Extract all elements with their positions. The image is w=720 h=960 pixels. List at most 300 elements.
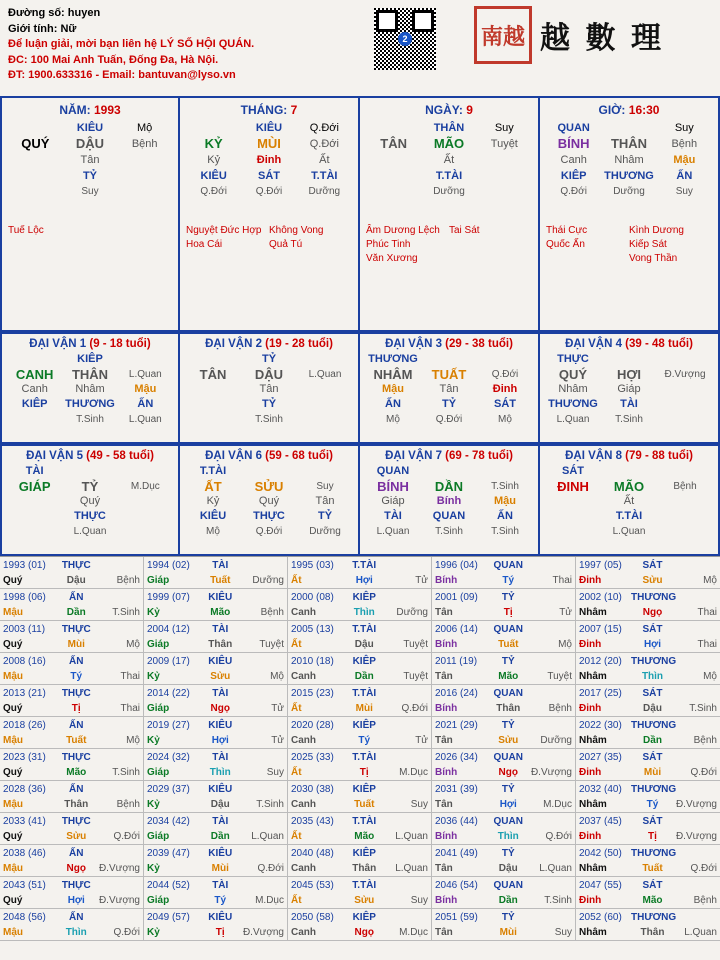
year-cell[interactable] <box>288 653 432 685</box>
year-cell-phase: T.Sinh <box>112 607 140 618</box>
dai-van-1-title <box>2 334 178 350</box>
dai-van-3-hidden-god-1: ẤN <box>385 398 401 410</box>
year-cell-stem: Tân <box>435 735 453 746</box>
year-cell[interactable] <box>576 621 720 653</box>
blank <box>297 352 353 367</box>
pillar-year-row-main <box>8 136 172 152</box>
year-cell-stem: Canh <box>291 607 316 618</box>
year-cell-stem: Giáp <box>147 895 170 906</box>
dai-van-7-stem: BÍNH <box>377 479 409 494</box>
year-cell[interactable] <box>432 685 576 717</box>
year-cell-extra <box>98 750 141 765</box>
year-cell-extra <box>386 814 429 829</box>
dai-van-7-hidden-god-1: TÀI <box>384 510 402 522</box>
year-cell-label: 2017 (25) <box>579 688 622 699</box>
dai-van-2-title <box>180 334 358 350</box>
year-cell[interactable] <box>432 557 576 589</box>
year-cell-ten-god: T.TÀI <box>352 752 377 763</box>
dai-van-6-phase: Suy <box>316 481 334 492</box>
year-cell-branch: Dần <box>354 671 374 682</box>
blank <box>366 152 421 168</box>
year-cell-label: 2006 (14) <box>435 624 478 635</box>
blank <box>421 352 477 367</box>
pillar-day-phase-top: Suy <box>494 122 514 134</box>
dai-van-1-body <box>2 350 178 427</box>
pillar-hour-row-main <box>546 136 712 152</box>
year-cell[interactable] <box>288 557 432 589</box>
year-cell-stem: Ất <box>291 703 302 714</box>
year-cell[interactable] <box>432 813 576 845</box>
year-cell[interactable] <box>0 909 144 941</box>
pillar-day-note-3: Văn Xương <box>366 253 418 264</box>
pillar-month-hidden-phase-1: Q.Đới <box>200 186 227 197</box>
year-cell-extra <box>386 654 429 669</box>
year-cell-label: 2023 (31) <box>3 752 46 763</box>
year-cell[interactable] <box>144 717 288 749</box>
year-cell-branch: Sửu <box>354 895 375 906</box>
year-cell-branch: Hợi <box>499 799 517 810</box>
year-cell[interactable] <box>576 909 720 941</box>
year-cell[interactable] <box>432 845 576 877</box>
year-cell-extra <box>98 558 141 573</box>
pillar-hour-hidden-god-2: THƯƠNG <box>604 170 654 182</box>
year-cell-extra <box>674 686 717 701</box>
year-cell-extra <box>98 686 141 701</box>
pillar-month-note-3: Không Vong <box>269 225 324 236</box>
year-cell-extra <box>674 558 717 573</box>
year-cell-stem: Quý <box>3 639 23 650</box>
year-cell-phase: L.Quan <box>395 863 428 874</box>
year-cell-phase: Bệnh <box>260 607 284 618</box>
dai-van-1-hidden-stem-3: Mậu <box>134 383 157 395</box>
year-cell-extra <box>676 718 717 733</box>
year-cell-extra <box>386 686 429 701</box>
pillar-month-note-1: Nguyệt Đức Hợp <box>186 225 262 236</box>
dai-van-3-ten-god: THƯƠNG <box>368 353 418 365</box>
year-cell-phase: Đ.Vượng <box>98 863 140 874</box>
year-cell-ten-god: SÁT <box>642 688 663 699</box>
dai-van-6-hidden-god-3: TỶ <box>317 510 333 522</box>
year-cell[interactable] <box>0 589 144 621</box>
year-cell-branch: Tị <box>71 703 81 714</box>
year-cell-extra <box>98 590 141 605</box>
pillar-month-phase: Q.Đới <box>309 138 339 150</box>
year-cell[interactable] <box>0 653 144 685</box>
year-cell-ten-god: QUAN <box>493 752 523 763</box>
pillar-hour-note-2: Quốc Ấn <box>546 239 585 250</box>
year-cell-branch: Thân <box>64 799 89 810</box>
year-cell[interactable] <box>576 845 720 877</box>
year-cell[interactable] <box>0 845 144 877</box>
pillar-month-hidden-phase-2: Q.Đới <box>255 186 283 197</box>
year-cell[interactable] <box>144 621 288 653</box>
dai-van-1-hidden-phase-3: L.Quan <box>128 414 162 425</box>
dai-van-8-hidden-god: T.TÀI <box>615 510 643 522</box>
year-cell-label: 2052 (60) <box>579 912 622 923</box>
year-cell-phase: Dưỡng <box>540 735 572 746</box>
year-cell-label: 2015 (23) <box>291 688 334 699</box>
year-cell[interactable] <box>432 653 576 685</box>
year-cell[interactable] <box>432 621 576 653</box>
pillar-hour-branch: THÂN <box>610 136 648 151</box>
year-cell-branch: Mão <box>642 895 663 906</box>
year-cell-ten-god: THƯƠNG <box>631 912 677 923</box>
year-cell-extra <box>386 558 429 573</box>
year-cell[interactable] <box>0 781 144 813</box>
year-cell-extra <box>242 878 285 893</box>
dai-van-2-hidden-phase: T.Sinh <box>255 414 283 425</box>
year-cell-label: 2016 (24) <box>435 688 478 699</box>
year-cell[interactable] <box>144 749 288 781</box>
dai-van-1-hidden-phase-1 <box>7 412 62 427</box>
year-cell[interactable] <box>0 621 144 653</box>
dai-van-4-phase: Đ.Vượng <box>664 369 706 380</box>
dai-van-5-label: ĐẠI VẬN 5 <box>26 450 83 462</box>
year-cell-phase: Bệnh <box>116 799 140 810</box>
year-cell-ten-god: ẤN <box>69 656 84 667</box>
year-cell-label: 2030 (38) <box>291 784 334 795</box>
pillar-month-value: 7 <box>290 103 298 117</box>
year-cell-extra <box>98 910 141 925</box>
dai-van-7-hidden-god-3: ẤN <box>497 510 513 522</box>
pillar-month <box>180 96 360 332</box>
dai-van-2-label: ĐẠI VẬN 2 <box>205 338 262 350</box>
year-cell[interactable] <box>144 909 288 941</box>
year-cell-stem: Quý <box>3 895 23 906</box>
blank <box>7 494 62 509</box>
pillar-hour-hidden-phase-2: Dưỡng <box>613 186 645 197</box>
year-cell[interactable] <box>0 813 144 845</box>
header-line-address: ĐC: 100 Mai Anh Tuấn, Đống Đa, Hà Nội. <box>8 53 219 66</box>
year-cell[interactable] <box>144 685 288 717</box>
pillar-year-body <box>2 120 178 200</box>
blank <box>366 120 421 136</box>
year-cell[interactable] <box>432 877 576 909</box>
pillar-year-row-top <box>8 120 172 136</box>
dai-van-4-stem: QUÝ <box>558 367 588 382</box>
dai-van-7-label: ĐẠI VẬN 7 <box>385 450 442 462</box>
pillar-month-title <box>180 98 358 120</box>
year-cell[interactable] <box>432 749 576 781</box>
pillar-day-notes <box>366 224 532 266</box>
year-cell-ten-god: QUAN <box>493 560 523 571</box>
blank <box>297 382 353 397</box>
blank <box>8 184 63 200</box>
year-cell[interactable] <box>576 589 720 621</box>
year-cell-phase: Đ.Vượng <box>98 895 140 906</box>
year-cell[interactable] <box>288 589 432 621</box>
year-cell[interactable] <box>432 589 576 621</box>
year-cell-branch: Mùi <box>211 863 229 874</box>
pillar-year <box>0 96 180 332</box>
year-cell-extra <box>242 590 285 605</box>
year-cell[interactable] <box>288 749 432 781</box>
year-cell-phase: Bệnh <box>693 735 717 746</box>
pillar-hour-phase: Bệnh <box>671 138 698 150</box>
year-cell-branch: Ngọ <box>498 767 518 778</box>
year-cell-extra <box>530 878 573 893</box>
year-cell[interactable] <box>288 877 432 909</box>
year-cell[interactable] <box>576 557 720 589</box>
year-cell-extra <box>530 654 573 669</box>
year-cell-extra <box>386 590 429 605</box>
year-cell-ten-god: THỰC <box>61 560 91 571</box>
year-cell[interactable] <box>576 813 720 845</box>
year-cell-ten-god: TỶ <box>501 784 515 795</box>
year-cell-branch: Mùi <box>67 639 85 650</box>
year-cell-phase: Bệnh <box>693 895 717 906</box>
year-cell-label: 1997 (05) <box>579 560 622 571</box>
year-cell-stem: Quý <box>3 575 23 586</box>
year-cell-branch: Dần <box>643 735 662 746</box>
year-cell[interactable] <box>0 877 144 909</box>
dai-van-5-stem: GIÁP <box>18 479 51 494</box>
year-cell-ten-god: QUAN <box>493 880 523 891</box>
dai-van-7-phase: T.Sinh <box>491 481 519 492</box>
year-cell-ten-god: TỶ <box>501 912 515 923</box>
year-cell[interactable] <box>288 717 432 749</box>
year-cell-extra <box>242 558 285 573</box>
dai-van-1-hidden-phase-2: T.Sinh <box>76 414 104 425</box>
pillar-year-phase: Bệnh <box>131 138 158 150</box>
year-cell-phase: Tử <box>271 735 284 746</box>
pillar-hour-note-1: Thái Cực <box>546 225 588 236</box>
year-cell[interactable] <box>144 877 288 909</box>
year-cell-stem: Bính <box>435 895 458 906</box>
year-cell-phase: M.Dục <box>255 895 284 906</box>
year-cell-stem: Ất <box>291 767 302 778</box>
year-cell-extra <box>242 846 285 861</box>
year-cell-stem: Kỷ <box>147 863 160 874</box>
year-cell[interactable] <box>144 813 288 845</box>
year-cell-stem: Đinh <box>579 639 602 650</box>
year-cell-branch: Dần <box>210 831 230 842</box>
year-cell-label: 2042 (50) <box>579 848 622 859</box>
year-cell-branch: Mão <box>210 607 231 618</box>
year-cell-label: 2035 (43) <box>291 816 334 827</box>
year-cell[interactable] <box>0 557 144 589</box>
dai-van-7 <box>360 444 540 556</box>
year-cell-label: 2031 (39) <box>435 784 478 795</box>
dai-van-2-phase: L.Quan <box>308 369 342 380</box>
year-cell-phase: Tuyệt <box>547 671 572 682</box>
year-cell-branch: Tuất <box>210 575 231 586</box>
dai-van-3-branch: TUẤT <box>431 367 467 382</box>
year-cell-stem: Đinh <box>579 895 602 906</box>
year-cell-label: 2032 (40) <box>579 784 622 795</box>
year-cell-label: 2008 (16) <box>3 656 46 667</box>
year-cell-branch: Hợi <box>67 895 85 906</box>
blank <box>657 412 713 427</box>
year-cell-stem: Bính <box>435 575 458 586</box>
pillar-day-branch: MÃO <box>433 136 465 151</box>
year-cell[interactable] <box>432 781 576 813</box>
dai-van-5-ten-god: TÀI <box>25 465 44 477</box>
year-cell-stem: Ất <box>291 831 302 842</box>
year-cell[interactable] <box>0 717 144 749</box>
year-cell[interactable] <box>288 845 432 877</box>
year-cell[interactable] <box>144 653 288 685</box>
pillar-day-hidden-3 <box>366 184 532 200</box>
year-cell[interactable] <box>576 653 720 685</box>
year-cell[interactable] <box>0 685 144 717</box>
dai-van-1-hidden-stem-2: Nhâm <box>75 383 105 395</box>
year-cell[interactable] <box>288 781 432 813</box>
pillar-year-hidden-3 <box>8 184 172 200</box>
dai-van-3-hidden-stem-1: Mậu <box>382 383 404 395</box>
year-cell-phase: Suy <box>410 799 428 810</box>
year-cell-phase: Đ.Vượng <box>675 831 717 842</box>
year-cell[interactable] <box>576 749 720 781</box>
year-cell-stem: Kỷ <box>147 671 160 682</box>
year-cell-stem: Ất <box>291 575 302 586</box>
pillar-year-branch: DẬU <box>75 136 105 151</box>
route-label: Đường số: <box>8 7 65 19</box>
year-cell-branch: Dậu <box>66 575 86 586</box>
year-cell-phase: T.Sinh <box>112 767 140 778</box>
blank <box>657 397 713 412</box>
year-cell-label: 2026 (34) <box>435 752 478 763</box>
pillar-year-value: 1993 <box>93 103 121 117</box>
year-cell[interactable] <box>0 749 144 781</box>
pillar-hour-hidden-stem-3: Mậu <box>673 154 696 166</box>
year-cell-ten-god: KIÊP <box>352 784 376 795</box>
pillar-month-ten-god: KIÊU <box>255 122 283 134</box>
dai-van-1-label: ĐẠI VẬN 1 <box>29 338 87 350</box>
year-cell-branch: Thân <box>208 639 233 650</box>
year-cell[interactable] <box>288 909 432 941</box>
pillar-hour-hidden-god-1: KIÊP <box>560 170 587 182</box>
dai-van-6-body <box>180 462 358 539</box>
year-cell[interactable] <box>288 685 432 717</box>
dai-van-6-stem: ẤT <box>204 479 222 494</box>
pillar-day-body <box>360 120 538 200</box>
year-cell-branch: Tý <box>502 575 515 586</box>
year-cell-stem: Canh <box>291 735 316 746</box>
pillar-year-phase-top: Mộ <box>137 122 153 134</box>
year-cell-stem: Ất <box>291 895 302 906</box>
year-cell-extra <box>386 846 429 861</box>
year-cell[interactable] <box>432 909 576 941</box>
year-cell-branch: Dậu <box>210 799 230 810</box>
year-cell-branch: Ngọ <box>210 703 230 714</box>
pillar-day-note-2: Phúc Tinh <box>366 239 411 250</box>
year-cell-extra <box>530 622 573 637</box>
year-cell[interactable] <box>144 557 288 589</box>
year-cell-label: 2039 (47) <box>147 848 190 859</box>
dai-van-4-hidden-phase-1: L.Quan <box>556 414 590 425</box>
year-cell-branch: Ngọ <box>354 927 374 938</box>
year-cell-branch: Dần <box>66 607 86 618</box>
dai-van-7-hidden-god-2: QUAN <box>432 510 466 522</box>
year-cell-stem: Nhâm <box>579 607 607 618</box>
year-cell-branch: Hợi <box>211 735 229 746</box>
brand-title: 越 數 理 <box>540 22 665 55</box>
year-cell-extra <box>530 686 573 701</box>
year-cell[interactable] <box>144 781 288 813</box>
pillar-year-notes <box>8 224 172 238</box>
pillar-month-hidden-stem-2: Đinh <box>256 154 282 166</box>
year-cell[interactable] <box>288 621 432 653</box>
dai-van-4-body <box>540 350 718 427</box>
year-cell-label: 2036 (44) <box>435 816 478 827</box>
year-cell-ten-god: TÀI <box>212 880 229 891</box>
year-cell-phase: Tuyệt <box>403 671 428 682</box>
pillar-day-title <box>360 98 538 120</box>
dai-van-6-title <box>180 446 358 462</box>
dai-van-8-body <box>540 462 718 539</box>
year-cell-label: 2011 (19) <box>435 656 478 667</box>
blank <box>449 238 532 252</box>
year-cell-extra <box>98 814 141 829</box>
year-cell[interactable] <box>432 717 576 749</box>
year-cell-stem: Ất <box>291 639 302 650</box>
year-cell-extra <box>242 718 285 733</box>
blank <box>297 412 353 427</box>
year-cell-label: 2038 (46) <box>3 848 46 859</box>
year-cell-label: 2013 (21) <box>3 688 46 699</box>
pillar-day-note-4: Tai Sát <box>449 225 480 236</box>
year-cell-ten-god: T.TÀI <box>352 624 377 635</box>
pillar-month-label: THÁNG: <box>240 103 288 117</box>
dai-van-8-label: ĐẠI VẬN 8 <box>565 450 622 462</box>
year-cell-label: 1993 (01) <box>3 560 46 571</box>
dai-van-8 <box>540 444 720 556</box>
year-cell-phase: Suy <box>554 927 572 938</box>
dai-van-3-hidden-god-2: TỶ <box>441 398 457 410</box>
year-cell-branch: Tị <box>503 607 513 618</box>
pillar-day-ten-god: THÂN <box>433 122 465 134</box>
year-cell[interactable] <box>144 589 288 621</box>
year-cell-ten-god: ẤN <box>69 912 84 923</box>
blank <box>297 397 353 412</box>
dai-van-3-hidden-god-3: SÁT <box>494 398 516 410</box>
year-cell-extra <box>242 910 285 925</box>
year-cell-extra <box>98 846 141 861</box>
year-cell-label: 2033 (41) <box>3 816 46 827</box>
year-cell-phase: Dưỡng <box>396 607 428 618</box>
year-cell-extra <box>98 622 141 637</box>
year-cell-ten-god: TỶ <box>501 592 515 603</box>
pillar-hour-hidden-phase-3: Suy <box>675 186 693 197</box>
year-cell[interactable] <box>144 845 288 877</box>
qr-badge: 2 <box>398 32 412 46</box>
year-cell[interactable] <box>288 813 432 845</box>
year-cell-ten-god: THỰC <box>61 816 91 827</box>
year-cell-phase: Tử <box>415 575 428 586</box>
header-line-contact-note: Để luận giải, mời bạn liên hệ LÝ SỐ HỘI QUÁN. <box>8 38 255 50</box>
blank <box>241 464 297 479</box>
year-cell-extra <box>242 654 285 669</box>
year-cell-ten-god: TÀI <box>212 752 229 763</box>
qr-code-icon[interactable] <box>374 8 436 70</box>
year-cell[interactable] <box>576 781 720 813</box>
year-cell[interactable] <box>576 685 720 717</box>
year-cell-extra <box>676 590 717 605</box>
pillar-hour-ten-god: QUAN <box>557 122 590 134</box>
year-cell-extra <box>386 718 429 733</box>
year-cell-extra <box>676 782 717 797</box>
year-cell-label: 2048 (56) <box>3 912 46 923</box>
year-cell-branch: Sửu <box>66 831 87 842</box>
year-cell[interactable] <box>576 717 720 749</box>
dai-van-3 <box>360 332 540 444</box>
year-cell[interactable] <box>576 877 720 909</box>
dai-van-1-range: (9 - 18 tuổi) <box>89 338 151 350</box>
year-cell-phase: T.Sinh <box>544 895 572 906</box>
year-cell-stem: Giáp <box>147 831 170 842</box>
dai-van-1 <box>0 332 180 444</box>
